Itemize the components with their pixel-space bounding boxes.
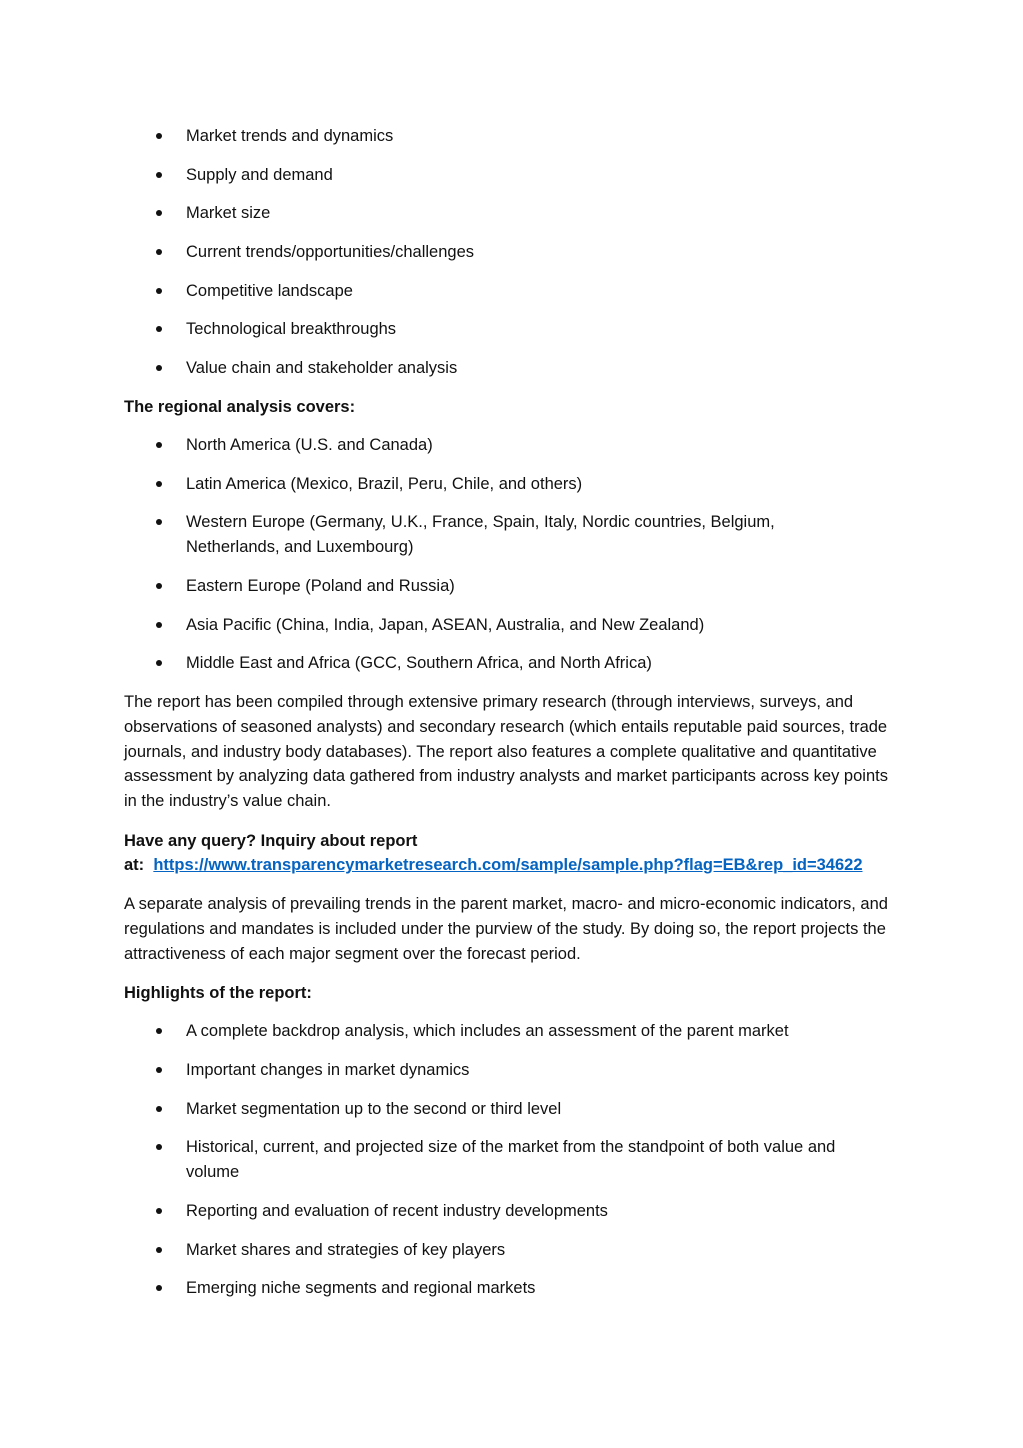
inquiry-line: Have any query? Inquiry about report (124, 832, 418, 850)
bullet-icon (156, 1106, 162, 1112)
methodology-paragraph: The report has been compiled through extensive primary research (through interviews, surveys, and observations of seasoned analysts) and secondary research (which entails reputable paid sources, trade journals, and industry body databases). The report also features a complete qualitative and quantitative assessment by analyzing data gathered from industry analysts and market participants across key points in the industry’s value chain. (124, 693, 888, 811)
list-item-text: Historical, current, and projected size of the market from the standpoint of both value and volume (186, 1138, 836, 1181)
bullet-icon (156, 326, 162, 332)
list-item-text: Important changes in market dynamics (186, 1061, 470, 1079)
bullet-icon (156, 288, 162, 294)
bullet-icon (156, 1208, 162, 1214)
bullet-icon (156, 1144, 162, 1150)
list-item-text: Market shares and strategies of key players (186, 1241, 506, 1259)
bullet-icon (156, 249, 162, 255)
list-item-text: Emerging niche segments and regional markets (186, 1279, 536, 1297)
bullet-icon (156, 481, 162, 487)
list-item-text: Asia Pacific (China, India, Japan, ASEAN, Australia, and New Zealand) (186, 616, 705, 634)
list-item-text: Eastern Europe (Poland and Russia) (186, 577, 455, 595)
bullet-icon (156, 442, 162, 448)
bullet-icon (156, 583, 162, 589)
bullet-icon (156, 660, 162, 666)
list-item-text: Current trends/opportunities/challenges (186, 243, 475, 261)
list-item-text: Value chain and stakeholder analysis (186, 359, 458, 377)
bullet-icon (156, 210, 162, 216)
analysis-paragraph: A separate analysis of prevailing trends in the parent market, macro- and micro-economic indicators, and regulations and mandates is included under the purview of the study. By doing so, the report projects the attractiveness of each major segment over the forecast period. (124, 895, 888, 963)
list-item-text: Competitive landscape (186, 282, 353, 300)
list-item-text: Technological breakthroughs (186, 320, 397, 338)
list-item-text: Western Europe (Germany, U.K., France, Spain, Italy, Nordic countries, Belgium, Netherlands, and Luxembourg) (186, 513, 775, 556)
list-item-text: Market segmentation up to the second or third level (186, 1100, 562, 1118)
bullet-icon (156, 365, 162, 371)
list-item-text: A complete backdrop analysis, which includes an assessment of the parent market (186, 1022, 789, 1040)
bullet-icon (156, 172, 162, 178)
list-item-text: North America (U.S. and Canada) (186, 436, 433, 454)
bullet-icon (156, 1067, 162, 1073)
list-item-text: Middle East and Africa (GCC, Southern Africa, and North Africa) (186, 654, 652, 672)
list-item-text: Supply and demand (186, 166, 333, 184)
list-item-text: Market size (186, 204, 271, 222)
bullet-icon (156, 1285, 162, 1291)
list-item-text: Market trends and dynamics (186, 127, 394, 145)
bullet-icon (156, 1028, 162, 1034)
bullet-icon (156, 133, 162, 139)
highlights-heading: Highlights of the report: (124, 984, 312, 1002)
inquiry-link-line (124, 853, 863, 878)
inquiry-link[interactable]: https://www.transparencymarketresearch.com/sample/sample.php?flag=EB&rep_id=34622 (153, 856, 863, 874)
regional-heading: The regional analysis covers: (124, 398, 356, 416)
inquiry-prefix: at: (124, 856, 145, 874)
list-item-text: Latin America (Mexico, Brazil, Peru, Chile, and others) (186, 475, 583, 493)
bullet-icon (156, 1247, 162, 1253)
bullet-icon (156, 519, 162, 525)
bullet-icon (156, 622, 162, 628)
list-item-text: Reporting and evaluation of recent industry developments (186, 1202, 608, 1220)
